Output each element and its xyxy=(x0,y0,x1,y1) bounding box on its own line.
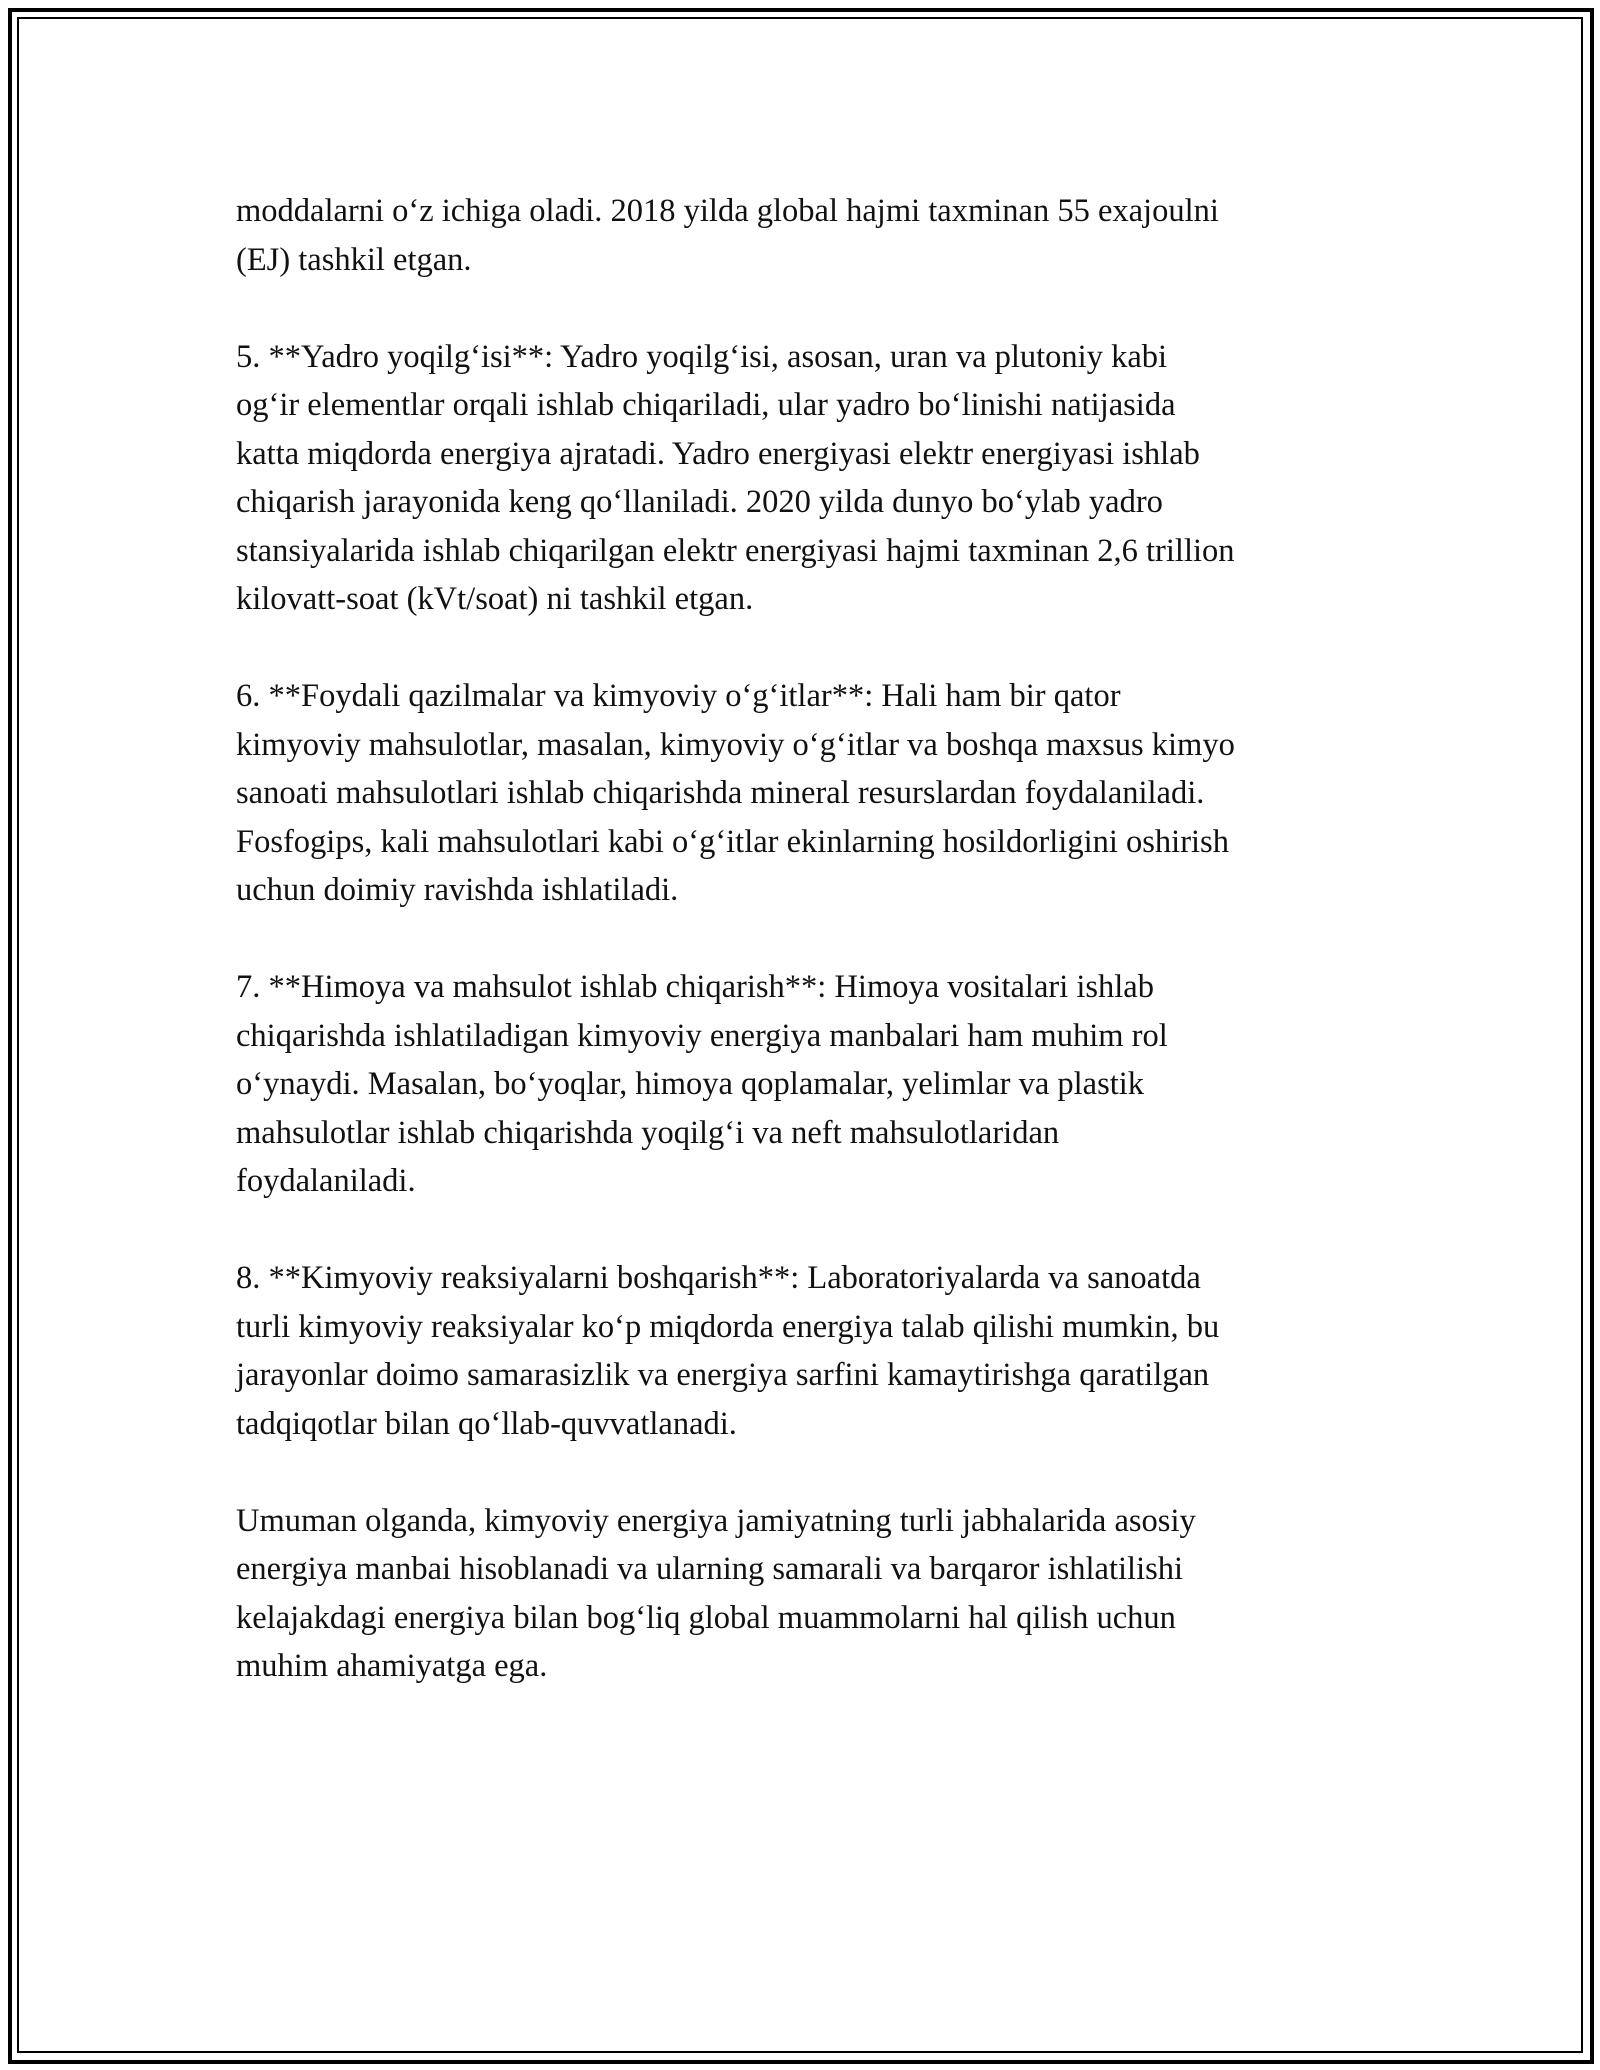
text-line: 6. **Foydali qazilmalar va kimyoviy o‘g‘itlar**: Hali ham bir qator xyxy=(236,678,1121,714)
paragraph-conclusion xyxy=(236,1497,1376,1691)
paragraph-item-5-nuclear-fuel xyxy=(236,333,1376,624)
text-line: turli kimyoviy reaksiyalar ko‘p miqdorda energiya talab qilishi mumkin, bu xyxy=(236,1308,1220,1345)
text-line: tadqiqotlar bilan qo‘llab-quvvatlanadi. xyxy=(236,1405,737,1442)
document-body xyxy=(236,187,1376,1739)
text-line: stansiyalarida ishlab chiqarilgan elektr energiyasi hajmi taxminan 2,6 trillion xyxy=(236,532,1235,569)
text-line: Umuman olganda, kimyoviy energiya jamiyatning turli jabhalarida asosiy xyxy=(236,1502,1196,1539)
paragraph-item-6-minerals-fertilizers xyxy=(236,672,1376,915)
text-line: chiqarishda ishlatiladigan kimyoviy energiya manbalari ham muhim rol xyxy=(236,1017,1168,1054)
text-line: uchun doimiy ravishda ishlatiladi. xyxy=(236,872,679,908)
paragraph-item-7-protection-production xyxy=(236,963,1376,1206)
paragraph-intro-continuation xyxy=(236,187,1376,284)
text-line: kelajakdagi energiya bilan bog‘liq global muammolarni hal qilish uchun xyxy=(236,1599,1176,1636)
text-line: moddalarni o‘z ichiga oladi. 2018 yilda global hajmi taxminan 55 exajoulni xyxy=(236,193,1219,229)
text-line: kilovatt-soat (kVt/soat) ni tashkil etgan. xyxy=(236,581,754,617)
text-line: Fosfogips, kali mahsulotlari kabi o‘g‘itlar ekinlarning hosildorligini oshirish xyxy=(236,823,1229,860)
text-line: chiqarish jarayonida keng qo‘llaniladi. 2020 yilda dunyo bo‘ylab yadro xyxy=(236,484,1163,520)
text-line: (EJ) tashkil etgan. xyxy=(236,241,472,278)
text-line: kimyoviy mahsulotlar, masalan, kimyoviy o‘g‘itlar va boshqa maxsus kimyo xyxy=(236,726,1235,763)
text-line: o‘ynaydi. Masalan, bo‘yoqlar, himoya qoplamalar, yelimlar va plastik xyxy=(236,1066,1145,1102)
text-line: muhim ahamiyatga ega. xyxy=(236,1648,548,1684)
text-line: mahsulotlar ishlab chiqarishda yoqilg‘i va neft mahsulotlaridan xyxy=(236,1114,1060,1151)
text-line: foydalaniladi. xyxy=(236,1163,416,1199)
text-line: 8. **Kimyoviy reaksiyalarni boshqarish**: Laboratoriyalarda va sanoatda xyxy=(236,1260,1201,1296)
text-line: 7. **Himoya va mahsulot ishlab chiqarish**: Himoya vositalari ishlab xyxy=(236,969,1154,1005)
paragraph-item-8-reaction-control xyxy=(236,1254,1376,1448)
text-line: energiya manbai hisoblanadi va ularning samarali va barqaror ishlatilishi xyxy=(236,1551,1184,1587)
text-line: og‘ir elementlar orqali ishlab chiqariladi, ular yadro bo‘linishi natijasida xyxy=(236,387,1176,423)
text-line: jarayonlar doimo samarasizlik va energiya sarfini kamaytirishga qaratilgan xyxy=(236,1357,1210,1393)
text-line: katta miqdorda energiya ajratadi. Yadro energiyasi elektr energiyasi ishlab xyxy=(236,435,1200,472)
text-line: 5. **Yadro yoqilg‘isi**: Yadro yoqilg‘isi, asosan, uran va plutoniy kabi xyxy=(236,338,1168,375)
text-line: sanoati mahsulotlari ishlab chiqarishda mineral resurslardan foydalaniladi. xyxy=(236,775,1205,811)
